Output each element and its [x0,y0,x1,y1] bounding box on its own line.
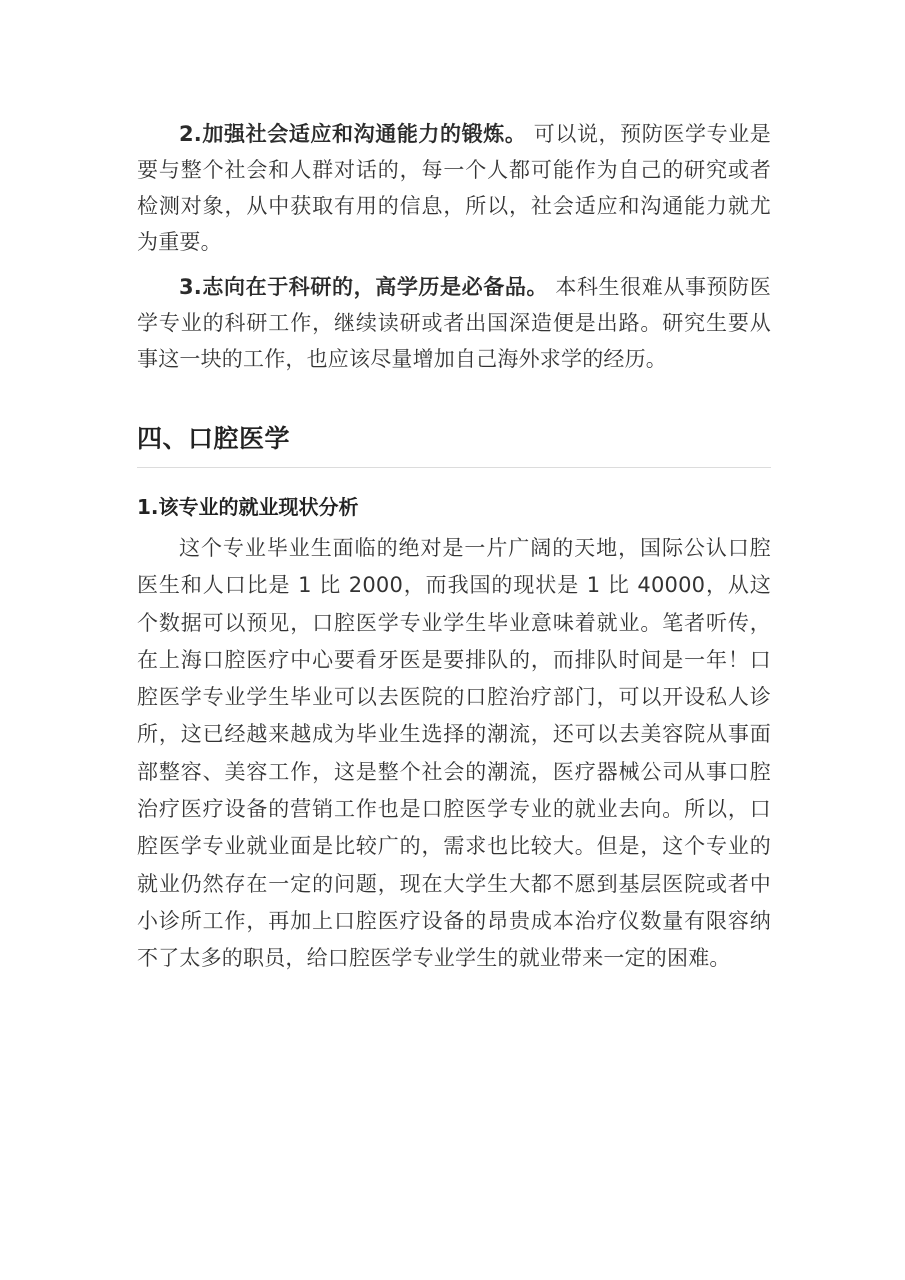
paragraph-lead: 3.志向在于科研的，高学历是必备品。 [179,275,549,299]
paragraph-social-adaptation [137,116,771,260]
paragraph-lead: 2.加强社会适应和沟通能力的锻炼。 [179,122,527,146]
section-divider [137,467,771,468]
document-page [137,116,771,978]
paragraph-text: 可以说，预防医学专业是要与整个社会和人群对话的，每一个人都可能作为自己的研究或者检测对象，从中获取有用的信息，所以，社会适应和沟通能力就尤为重要。 [137,122,771,254]
section-title: 四、口腔医学 [137,424,291,453]
paragraph-text: 本科生很难从事预防医学专业的科研工作，继续读研或者出国深造便是出路。研究生要从事这一块的工作，也应该尽量增加自己海外求学的经历。 [137,275,771,371]
subsection-title: 1.该专业的就业现状分析 [137,495,359,519]
section-body-paragraph: 这个专业毕业生面临的绝对是一片广阔的天地，国际公认口腔医生和人口比是 1 比 2000，而我国的现状是 1 比 40000，从这个数据可以预见，口腔医学专业学生毕业意味着就业。笔者听传，在上海口腔医疗中心要看牙医是要排队的，而排队时间是一年！口腔医学专业学生毕业可以去医院的口腔治疗部门，可以开设私人诊所，这已经越来越成为毕业生选择的潮流，还可以去美容院从事面部整容、美容工作，这是整个社会的潮流，医疗器械公司从事口腔治疗医疗设备的营销工作也是口腔医学专业的就业去向。所以，口腔医学专业就业面是比较广的，需求也比较大。但是，这个专业的就业仍然存在一定的问题，现在大学生大都不愿到基层医院或者中小诊所工作，再加上口腔医疗设备的昂贵成本治疗仪数量有限容纳不了太多的职员，给口腔医学专业学生的就业带来一定的困难。 [137,536,771,971]
paragraph-research-degree [137,269,771,377]
